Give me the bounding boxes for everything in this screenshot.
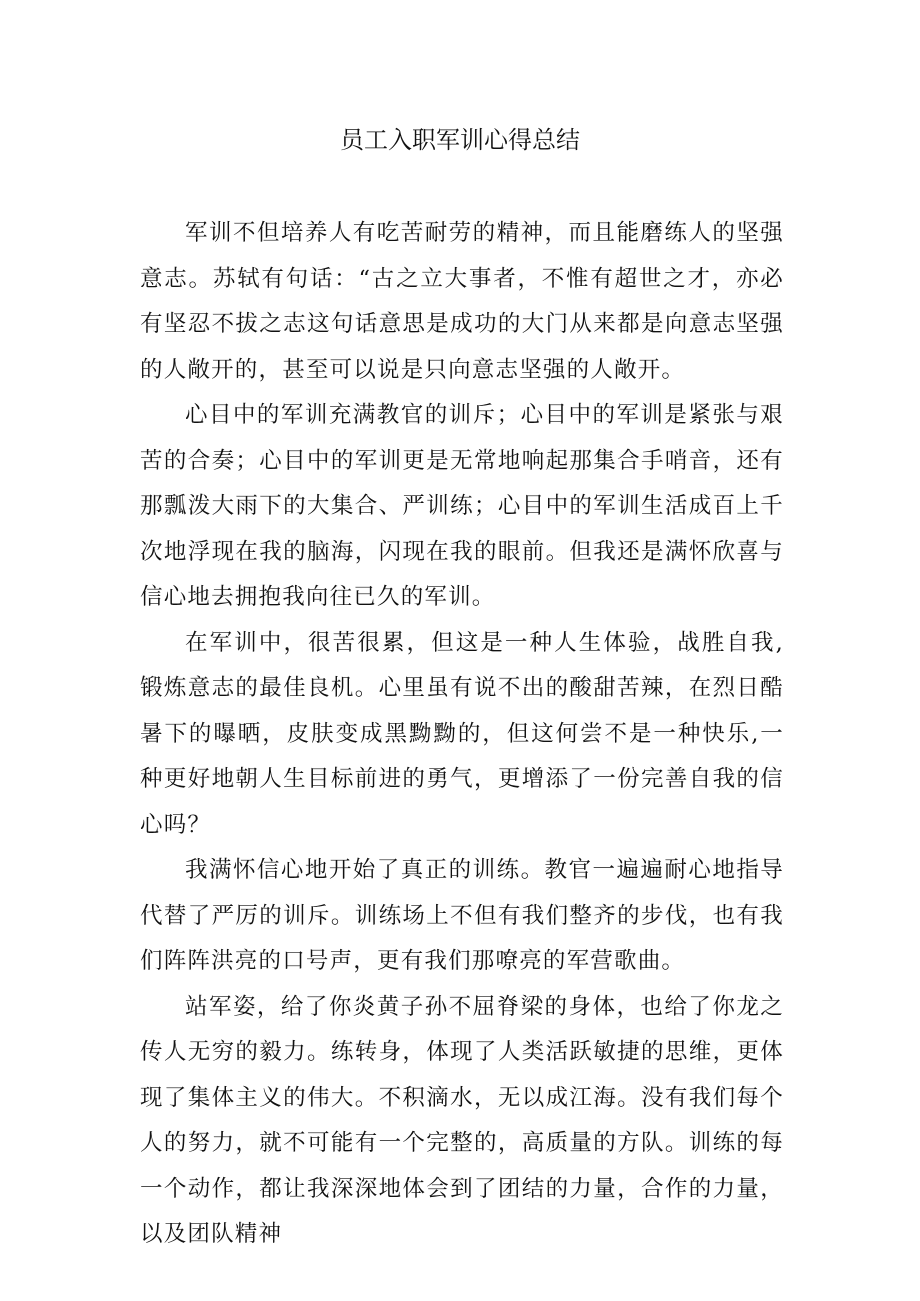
document-title: 员工入职军训心得总结 — [340, 126, 580, 154]
document-body — [140, 211, 784, 1258]
paragraph-2: 心目中的军训充满教官的训斥；心目中的军训是紧张与艰苦的合奏；心目中的军训更是无常地响起那集合手哨音，还有那瓢泼大雨下的大集合、严训练；心目中的军训生活成百上千次地浮现在我的脑海，闪现在我的眼前。但我还是满怀欣喜与信心地去拥抱我向往已久的军训。 — [140, 402, 784, 610]
paragraph-4: 我满怀信心地开始了真正的训练。教官一遍遍耐心地指导代替了严厉的训斥。训练场上不但有我们整齐的步伐，也有我们阵阵洪亮的口号声，更有我们那嘹亮的军营歌曲。 — [140, 857, 784, 974]
paragraph-3: 在军训中，很苦很累，但这是一种人生体验，战胜自我,锻炼意志的最佳良机。心里虽有说不出的酸甜苦辣，在烈日酷暑下的曝晒，皮肤变成黑黝黝的，但这何尝不是一种快乐,一种更好地朝人生目标前进的勇气，更增添了一份完善自我的信心吗？ — [140, 629, 784, 838]
paragraph-5: 站军姿，给了你炎黄子孙不屈脊梁的身体，也给了你龙之传人无穷的毅力。练转身，体现了人类活跃敏捷的思维，更体现了集体主义的伟大。不积滴水，无以成江海。没有我们每个人的努力，就不可能有一个完整的，高质量的方队。训练的每一个动作，都让我深深地体会到了团结的力量，合作的力量，以及团队精神 — [140, 993, 784, 1247]
paragraph-1: 军训不但培养人有吃苦耐劳的精神，而且能磨练人的坚强意志。苏轼有句话：“古之立大事者，不惟有超世之才，亦必有坚忍不拔之志这句话意思是成功的大门从来都是向意志坚强的人敞开的，甚至可以说是只向意志坚强的人敞开。 — [140, 220, 784, 383]
